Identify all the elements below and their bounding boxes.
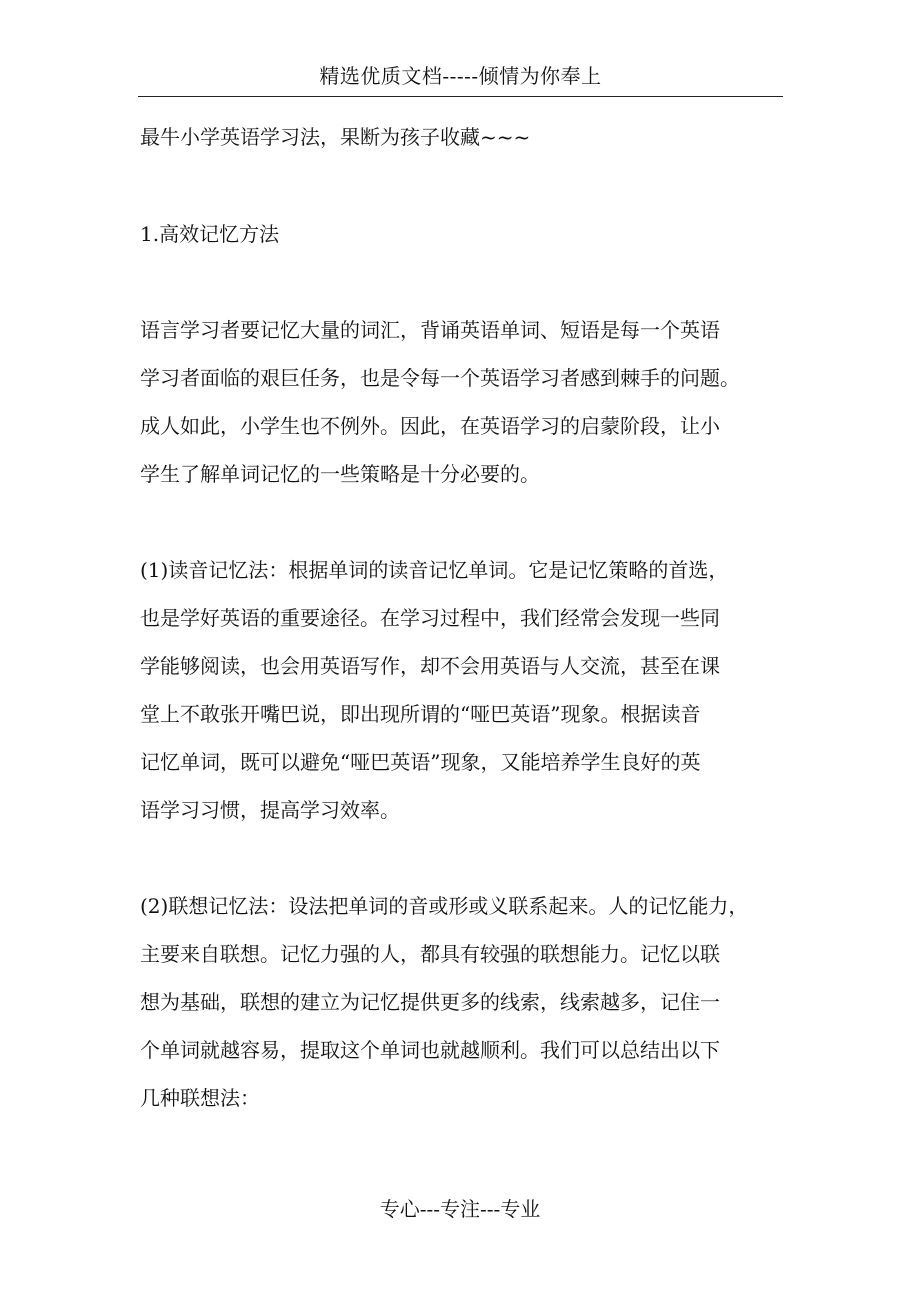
intro-line: 学习者面临的艰巨任务，也是令每一个英语学习者感到棘手的问题。	[140, 366, 740, 390]
paragraph-2-line: (2)联想记忆法：设法把单词的音或形或义联系起来。人的记忆能力，	[140, 894, 749, 918]
page-footer: 专心---专注---专业	[379, 1197, 541, 1221]
paragraph-2-line: 想为基础，联想的建立为记忆提供更多的线索，线索越多，记住一	[140, 990, 720, 1014]
section-heading: 1.高效记忆方法	[140, 222, 280, 246]
paragraph-1-line: (1)读音记忆法：根据单词的读音记忆单词。它是记忆策略的首选，	[140, 558, 729, 582]
paragraph-2-line: 个单词就越容易，提取这个单词也就越顺利。我们可以总结出以下	[140, 1038, 720, 1062]
intro-line: 学生了解单词记忆的一些策略是十分必要的。	[140, 462, 540, 486]
paragraph-2-line: 几种联想法：	[140, 1086, 260, 1110]
paragraph-1-line: 堂上不敢张开嘴巴说，即出现所谓的“哑巴英语”现象。根据读音	[140, 702, 701, 726]
document-title: 最牛小学英语学习法，果断为孩子收藏~~~	[140, 125, 531, 149]
paragraph-2-line: 主要来自联想。记忆力强的人，都具有较强的联想能力。记忆以联	[140, 942, 720, 966]
intro-line: 成人如此，小学生也不例外。因此，在英语学习的启蒙阶段，让小	[140, 414, 720, 438]
paragraph-1-line: 学能够阅读，也会用英语写作，却不会用英语与人交流，甚至在课	[140, 654, 720, 678]
page-header: 精选优质文档-----倾情为你奉上	[319, 64, 602, 88]
paragraph-1-line: 也是学好英语的重要途径。在学习过程中，我们经常会发现一些同	[140, 606, 720, 630]
header-divider	[138, 96, 783, 97]
intro-line: 语言学习者要记忆大量的词汇，背诵英语单词、短语是每一个英语	[140, 318, 720, 342]
paragraph-1-line: 记忆单词，既可以避免“哑巴英语”现象，又能培养学生良好的英	[140, 750, 701, 774]
paragraph-1-line: 语学习习惯，提高学习效率。	[140, 798, 400, 822]
